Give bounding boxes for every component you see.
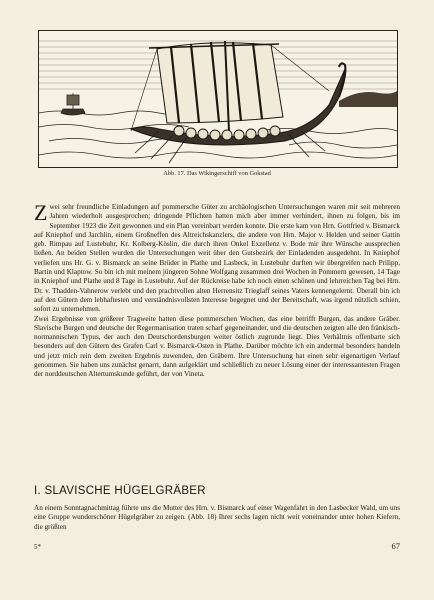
drop-cap: Z <box>34 200 48 225</box>
figure-caption: Abb. 17. Das Wikingerschiff von Gokstad <box>163 170 271 177</box>
signature-mark: 5* <box>34 543 41 551</box>
page-number: 67 <box>391 541 400 551</box>
intro-text <box>34 200 400 380</box>
viking-ship-illustration <box>38 30 398 168</box>
paragraph-1-text: wei sehr freundliche Einladungen auf pommersche Güter zu archäologischen Untersuchungen waren mir seit mehreren Jahren wiederholt ausgesprochen; dringende Pflichten hatten mich aber immer verhindert, ihnen zu folgen, bis im September 1923 die Zeit gewonnen und ein Plan vereinbart werden konnte. Die erste kam von Hrn. Gottfried v. Bismarck auf Kniephof und Jarchlin, einem Großneffen des Altreichskanzlers, die andere von Hrn. Major v. Helden und seiner Gattin geb. Rimpau auf Lustebuhr, Kr. Kolberg-Köslin, die durch ihren Onkel Exzellenz v. Bode mir ihre Wünsche aussprechen ließen. An beiden Stellen wurden die Untersuchungen weit über den Gutsbezirk der Einladenden ausgedehnt. In Kniephof verliefen uns Hr. G. v. Bismarck an seine Brüder in Plathe und Lasbeck, in Lustebuhr durften wir übergreifen nach Prilipp, Bartin und Klaptow. So bin ich mit meinem jüngeren Sohne Wolfgang zusammen drei Wochen in Pommern gewesen, 14 Tage in Kniephof und Plathe und 8 Tage in Lustebuhr. Auf der Rückreise habe ich noch einen schönen und lehrreichen Tag bei Hrn. Dr. v. Thadden-Vahnerow verlebt und den prachtvollen alten Herrensitz Trieglaff seines Vaters kennengelernt. Überall bin ich auf den Gütern dem lebhaftesten und verständnisvollsten Interesse begegnet und der Bereitschaft, was irgend nützlich schien, sofort zu unternehmen. <box>34 203 400 314</box>
section-paragraph: An einem Sonntagnachmittag führte uns die Mutter des Hrn. v. Bismarck auf einer Wagenfahrt in den Lasbecker Wald, um uns eine Gruppe wunderschöner Hügelgräber zu zeigen. (Abb. 18) Ihrer sechs lagen nicht weit voneinander unter hohen Kiefern, die größten <box>34 504 400 531</box>
paragraph-1 <box>34 200 400 315</box>
viking-ship-drawing <box>39 31 397 167</box>
section-heading: I. SLAVISCHE HÜGELGRÄBER <box>34 485 206 497</box>
paragraph-2: Zwei Ergebnisse von größerer Tragweite hatten diese pommerschen Wochen, das eine betrifft Burgen, das andere Gräber. Slavische Burgen und deutsche der Regermanisation traten scharf gegeneinander, und die deutschen zeigten alle den fränkisch-normannischen Typus, der auch den Deutschordensburgen weiter östlich zugrunde liegt. Dies Verhältnis offenbarte sich besonders auf den Gütern des Grafen Carl v. Bismarck-Osten in Plathe. Darüber möchte ich ein andermal besonders handeln und jetzt mich rein dem zweiten Ergebnis zuwenden, den Gräbern. Ihre Untersuchung hat einen sehr eigenartigen Verlauf genommen. Sie haben uns zunächst genarrt, dann aufgeklärt und schließlich zu neuer Lösung einer der interessantesten Fragen der norddeutschen Altertumskunde geführt, der von Vineta. <box>34 314 400 379</box>
